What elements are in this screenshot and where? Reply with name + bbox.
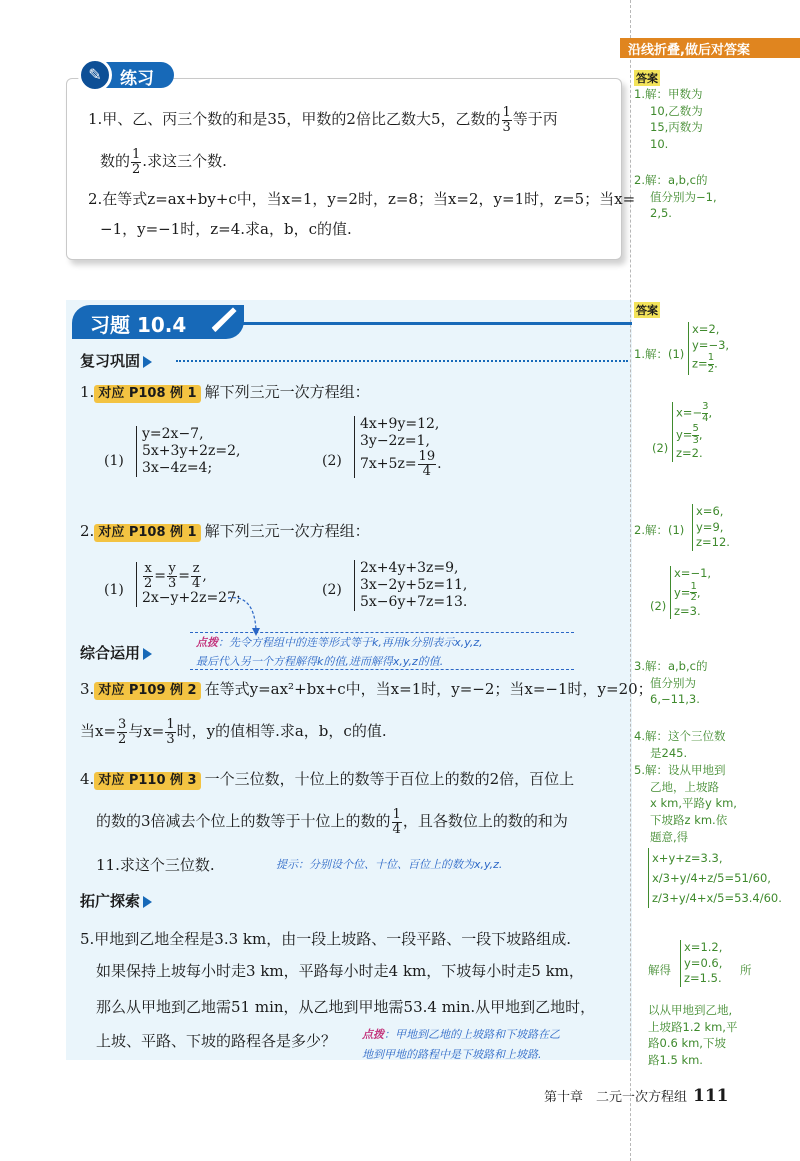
answer-e1-system1: [688, 322, 729, 375]
frac-den: 4: [392, 821, 401, 837]
frac-den: 3: [692, 434, 699, 446]
fraction: [690, 582, 696, 604]
hint3-line2: 地到甲地的路程中是下坡路和上坡路.: [362, 1048, 542, 1061]
frac-den: 4: [422, 463, 431, 479]
q2-system2: [354, 560, 467, 611]
answer-e1-head: 1.解：(1): [634, 347, 685, 361]
fraction: [692, 424, 698, 446]
answer-line: 5.解：设从甲地到: [634, 763, 726, 777]
hint-label: 点拨: [196, 636, 218, 649]
frac-num: 3: [702, 401, 709, 412]
fraction: [143, 562, 153, 590]
answer-line: 是245.: [650, 745, 688, 760]
equation: y=2x−7,: [142, 426, 204, 442]
answer-e2-system1: [692, 504, 730, 551]
frac-num: 1: [707, 352, 715, 364]
answer-line: 值分别为: [650, 675, 696, 690]
arrow-right-icon: [143, 896, 152, 908]
q1-part1-label: (1): [104, 453, 124, 469]
q2-number: 2.: [80, 522, 95, 540]
hint-text: 先令方程组中的连等形式等于k,再用k分别表示x,y,z,: [229, 636, 483, 649]
section-explore-label: 拓广探索: [80, 892, 141, 910]
fraction: [117, 718, 127, 746]
section-review-label: 复习巩固: [80, 352, 141, 370]
answer-line: x=− $\frac{3}{4}$ ,: [676, 401, 713, 424]
hint1-line1: 点拨：先令方程组中的连等形式等于k,再用k分别表示x,y,z,: [196, 636, 483, 649]
answer-text: y=: [674, 585, 691, 600]
fraction: [502, 106, 512, 134]
q3-line2: [80, 718, 387, 746]
fraction: [392, 808, 402, 836]
q5-line1: 5.甲地到乙地全程是3.3 km，由一段上坡路、一段平路、一段下坡路组成.: [80, 930, 572, 948]
answer-line: 路0.6 km,下坡: [648, 1036, 726, 1051]
answer-e2-part2-label: (2): [650, 599, 667, 613]
section-apply-label: 综合运用: [80, 644, 141, 662]
answer-line: y=−3,: [692, 337, 730, 352]
frac-num: x: [144, 561, 152, 576]
frac-num: z: [192, 561, 200, 576]
answer-line: 下坡路z km.依: [650, 813, 728, 828]
practice-q1-text-a: 1.甲、乙、丙三个数的和是35，甲数的2倍比乙数大5，乙数的: [88, 110, 501, 129]
exercise-header-rule: [236, 322, 632, 325]
answer-line: x/3+y/4+z/5=51/60,: [652, 871, 771, 886]
reference-tag: 对应 P109 例 2: [94, 682, 200, 700]
answer-e2-system2: [670, 566, 711, 619]
answer-line: 以从甲地到乙地,: [648, 1003, 733, 1017]
answer-line: z=2.: [676, 446, 703, 460]
equation: 5x−6y+7z=13.: [360, 594, 468, 611]
q1-number: 1.: [80, 383, 95, 401]
frac-num: 1: [502, 105, 511, 120]
answer-e1-system2: [672, 402, 712, 462]
frac-num: 1: [690, 580, 697, 592]
answer-line: 上坡路1.2 km,平: [648, 1019, 738, 1034]
answer-line: 1.解：甲数为: [634, 87, 703, 101]
practice-q2-line2: −1，y=−1时，z=4.求a，b，c的值.: [100, 220, 352, 238]
fraction: [131, 148, 141, 176]
answer-e5-solve: 解得: [648, 963, 671, 977]
fraction: [191, 562, 201, 590]
equation: 2x+4y+3z=9,: [360, 560, 459, 576]
pencil-icon: [206, 306, 242, 336]
q4-text: 一个三位数，十位上的数等于百位上的数的2倍，百位上: [204, 770, 575, 788]
frac-den: 4: [702, 412, 709, 424]
exercise-title: 习题 10.4: [90, 313, 187, 337]
answer-line: z=1.5.: [684, 971, 722, 986]
section-apply: [80, 642, 152, 663]
answer-line: y= $\frac{5}{3}$ ,: [676, 423, 703, 446]
q1-text: 解下列三元一次方程组：: [204, 383, 370, 401]
answer-line: 10,乙数为: [650, 103, 703, 118]
q1-part2-label: (2): [322, 453, 342, 469]
reference-tag: 对应 P108 例 1: [94, 385, 200, 403]
answer-line: z=3.: [674, 603, 701, 618]
practice-tab: [80, 62, 174, 88]
answer-line: z/3+y/4+x/5=53.4/60.: [652, 891, 782, 906]
hint-arrow-icon: [226, 590, 266, 638]
practice-label: 练习: [120, 69, 154, 89]
fraction: [165, 718, 175, 746]
frac-den: 4: [192, 575, 201, 591]
hint-label: 点拨: [362, 1028, 384, 1041]
answer-line: y=9,: [696, 519, 724, 534]
frac-num: 1: [132, 147, 141, 162]
answer-label: 答案: [636, 304, 658, 317]
practice-q1-text-b: 等于丙: [512, 110, 558, 129]
fold-tag-text: 沿线折叠,做后对答案: [628, 43, 750, 58]
equation: 4x+9y=12,: [360, 416, 440, 432]
answer-line: 值分别为−1,: [650, 189, 717, 204]
q3-text: 时，y的值相等.求a，b，c的值.: [176, 722, 387, 741]
q3-text: 当x=: [80, 722, 117, 741]
equation: [142, 562, 241, 590]
answer-line: x=−1,: [674, 566, 712, 580]
q2-text: 解下列三元一次方程组：: [204, 522, 370, 540]
equation-text: 7x+5z=: [360, 456, 417, 473]
answer-line: 路1.5 km.: [648, 1053, 703, 1068]
answer-line: 2,5.: [650, 206, 672, 221]
q5-line4: 上坡、平路、下坡的路程各是多少？: [96, 1032, 337, 1050]
answer-e1-part2-label: (2): [652, 441, 669, 455]
frac-den: 2: [707, 363, 715, 375]
frac-num: 1: [392, 807, 401, 822]
arrow-right-icon: [143, 356, 152, 368]
answer-e5-tail: 所: [740, 963, 752, 977]
q5-line2: 如果保持上坡每小时走3 km，平路每小时走4 km，下坡每小时走5 km，: [96, 962, 584, 980]
hint2: 提示：分别设个位、十位、百位上的数为x,y,z.: [276, 858, 503, 871]
answer-e2-head: 2.解：(1): [634, 523, 685, 537]
equals: =: [154, 568, 167, 585]
q4-number: 4.: [80, 770, 95, 788]
q2-line: [80, 522, 370, 542]
answer-line: [692, 353, 729, 375]
hint1-line2: 最后代入另一个方程解得k的值,进而解得x,y,z的值.: [196, 655, 444, 668]
q3-text: 与x=: [128, 722, 165, 741]
frac-den: 2: [690, 592, 697, 604]
answer-practice-2: [634, 172, 717, 222]
q1-line: [80, 383, 370, 403]
section-divider: [176, 360, 628, 362]
equals: =: [178, 568, 191, 585]
fraction: [167, 562, 177, 590]
practice-q1-text-d: .求这三个数.: [142, 152, 227, 171]
frac-num: 5: [692, 423, 699, 434]
pencil-circle-icon: ✎: [78, 58, 112, 92]
reference-tag: 对应 P108 例 1: [94, 524, 200, 542]
hint-text: 甲地到乙地的上坡路和下坡路在乙: [395, 1028, 560, 1041]
chapter-title: 第十章 二元一次方程组: [544, 1090, 688, 1105]
frac-den: 3: [168, 575, 177, 591]
practice-q2-line1: 2.在等式z=ax+by+c中，当x=1，y=2时，z=8；当x=2，y=1时，z=5；当x=: [88, 190, 636, 208]
fold-line: [630, 0, 631, 1161]
frac-den: 3: [166, 731, 175, 747]
answer-line: 题意,得: [650, 829, 689, 844]
reference-tag: 对应 P110 例 3: [94, 772, 200, 790]
q2-part1-label: (1): [104, 582, 124, 598]
q4-line2: [96, 808, 568, 836]
equation: 5x+3y+2z=2,: [142, 443, 241, 460]
fraction: [702, 402, 708, 424]
fraction: [418, 450, 437, 478]
answer-line: x=6,: [696, 504, 724, 518]
answer-line: 2.解：a,b,c的: [634, 173, 708, 187]
answer-line: 3.解：a,b,c的: [634, 659, 708, 673]
answer-line: 10.: [650, 137, 669, 152]
frac-den: 2: [144, 575, 153, 591]
answer-practice-1: [634, 86, 703, 153]
comma: ,: [202, 568, 207, 585]
answer-line: y= $\frac{1}{2}$ ,: [674, 580, 701, 604]
answer-line: 15,丙数为: [650, 120, 703, 135]
answer-e4: [634, 728, 725, 761]
q4-line1: [80, 770, 574, 790]
frac-den: 2: [132, 161, 141, 177]
q3-line1: [80, 680, 653, 700]
answer-line: z=12.: [696, 535, 730, 550]
practice-q1-line2: [100, 148, 227, 176]
page-number: 111: [693, 1086, 729, 1106]
frac-den: 2: [118, 731, 127, 747]
answer-line: x km,平路y km,: [650, 796, 737, 811]
answer-text: x=−: [676, 405, 703, 420]
answer-line: x=1.2,: [684, 940, 723, 954]
answer-line: 6,−11,3.: [650, 692, 700, 707]
frac-num: 3: [118, 717, 127, 732]
section-explore: [80, 890, 152, 911]
equation: 7x+5z= $\frac{19}{4}$ .: [360, 449, 442, 479]
arrow-right-icon: [143, 648, 152, 660]
frac-num: 1: [166, 717, 175, 732]
q4-line3: 11.求这个三位数.: [96, 856, 215, 874]
answer-text: z=: [692, 356, 708, 371]
practice-q1-text-c: 数的: [100, 152, 131, 171]
frac-den: 3: [502, 119, 511, 135]
answer-text: y=: [676, 427, 693, 442]
equation: 3x−4z=4;: [142, 460, 213, 477]
page-footer: [544, 1086, 729, 1106]
frac-num: y: [168, 561, 176, 576]
q3-number: 3.: [80, 680, 95, 698]
answer-e5: [634, 762, 737, 845]
q5-line3: 那么从甲地到乙地需51 min，从乙地到甲地需53.4 min.从甲地到乙地时，: [96, 998, 596, 1016]
answer-text: .: [714, 356, 718, 371]
q4-text: ，且各数位上的数的和为: [402, 812, 568, 831]
q2-part2-label: (2): [322, 582, 342, 598]
answer-label: 答案: [636, 72, 658, 85]
equation: 3x−2y+5z=11,: [360, 577, 468, 594]
q3-text: 在等式y=ax²+bx+c中，当x=1时，y=−2；当x=−1时，y=20；: [204, 680, 653, 698]
answer-e3: [634, 658, 707, 708]
equation: 3y−2z=1,: [360, 433, 430, 450]
q4-text: 的数的3倍减去个位上的数等于十位上的数的: [96, 812, 391, 831]
answer-line: y=0.6,: [684, 955, 723, 970]
answer-line: 乙地，上坡路: [650, 779, 719, 794]
answer-line: x+y+z=3.3,: [652, 851, 723, 865]
q2-system1: [136, 562, 241, 607]
hint3-line1: 点拨：甲地到乙地的上坡路和下坡路在乙: [362, 1028, 560, 1041]
q1-system2: [354, 416, 442, 478]
practice-q1-line1: [88, 106, 558, 134]
answer-e5-system: [648, 848, 782, 908]
answer-e5-conclusion: [648, 1002, 737, 1069]
equation: 2x−y+2z=27;: [142, 590, 241, 607]
section-review: [80, 350, 152, 371]
answer-e5-solution: [680, 940, 722, 987]
answer-line: x=2,: [692, 322, 720, 336]
q1-system1: [136, 426, 240, 477]
answer-line: 4.解：这个三位数: [634, 729, 726, 743]
frac-num: 19: [418, 449, 436, 465]
